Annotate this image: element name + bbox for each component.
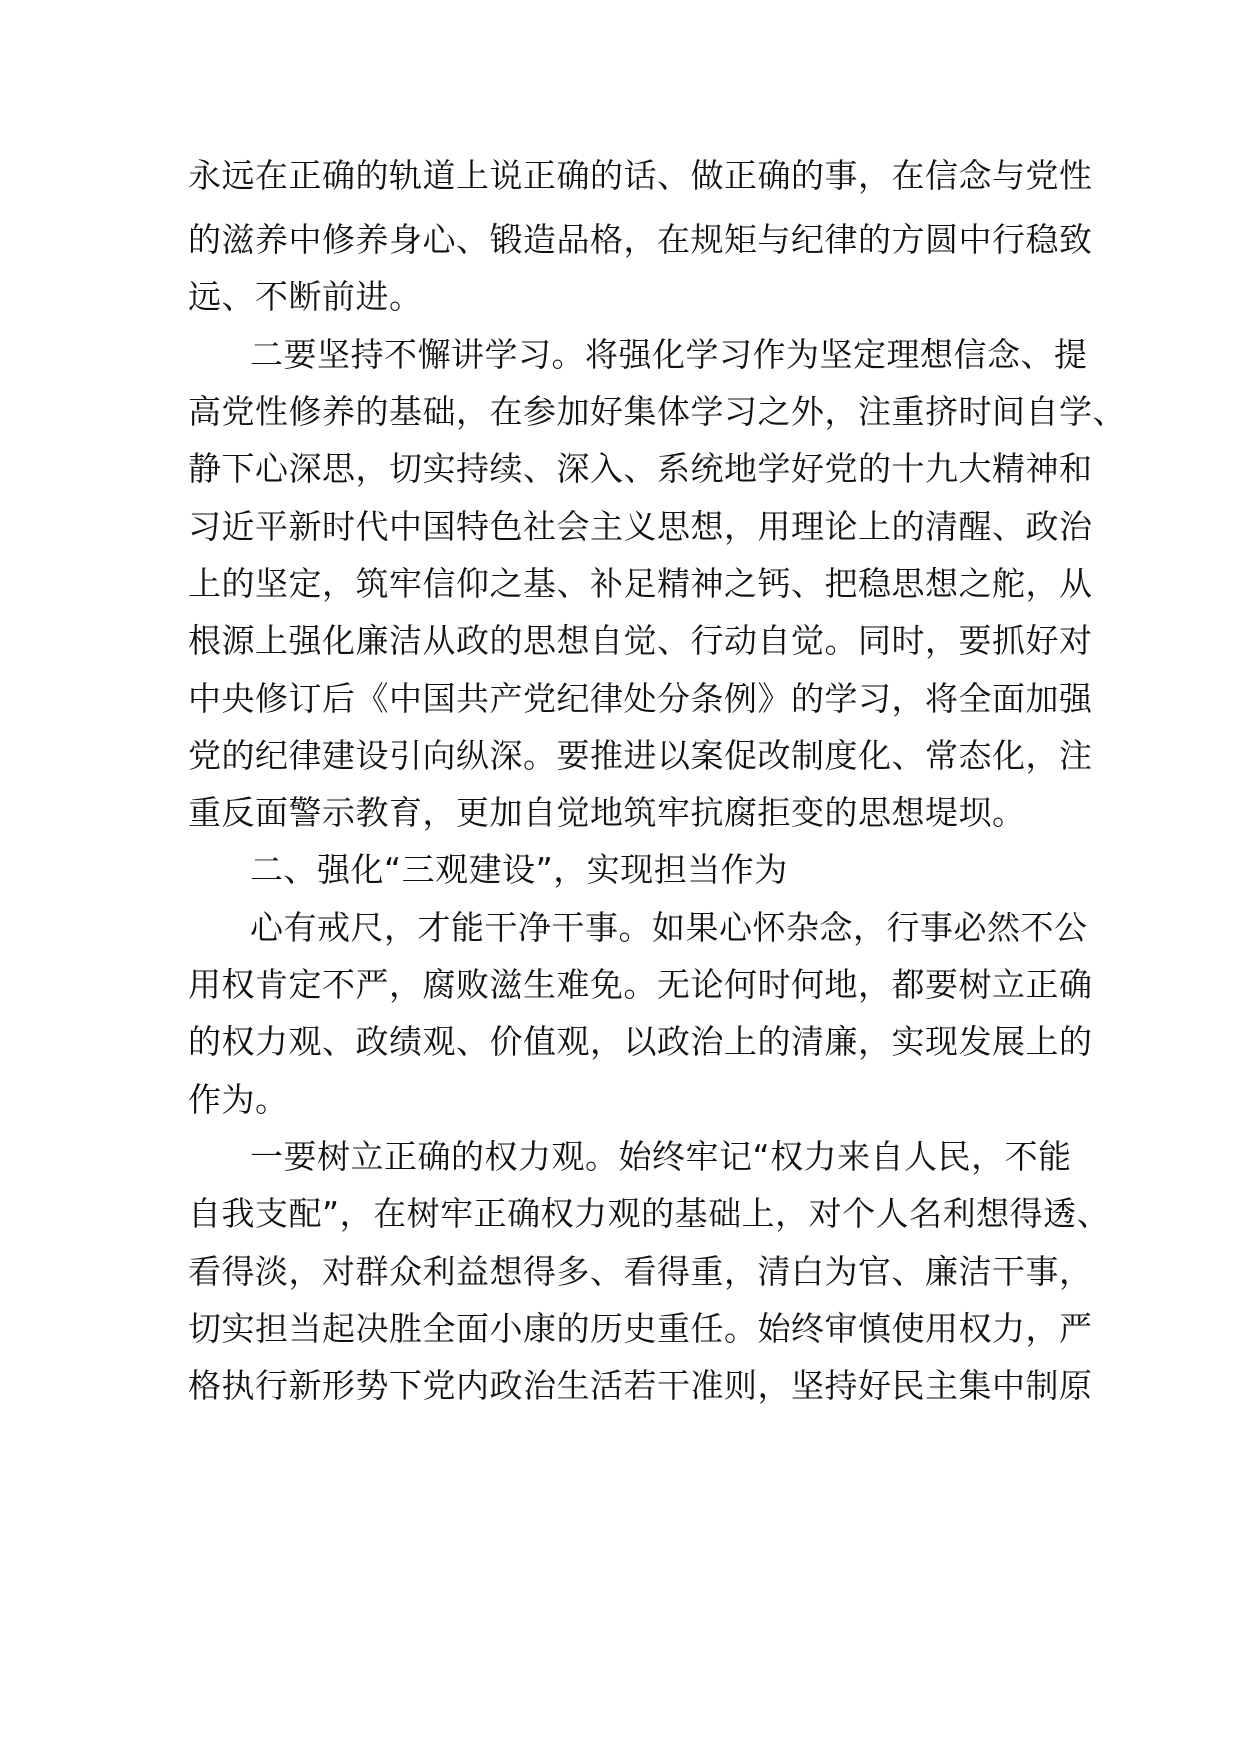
section-heading: 二、强化“三观建设”，实现担当作为 <box>250 850 788 889</box>
text-line: 格执行新形势下党内政治生活若干准则，坚持好民主集中制原 <box>188 1366 1093 1405</box>
text-line: 作为。 <box>188 1080 289 1119</box>
text-line: 用权肯定不严，腐败滋生难免。无论何时何地，都要树立正确 <box>188 965 1093 1004</box>
text-line: 习近平新时代中国特色社会主义思想，用理论上的清醒、政治 <box>188 507 1093 546</box>
text-line: 切实担当起决胜全面小康的历史重任。始终审慎使用权力，严 <box>188 1309 1093 1348</box>
text-line: 高党性修养的基础，在参加好集体学习之外，注重挤时间自学、 <box>188 392 1126 431</box>
text-line: 的权力观、政绩观、价值观，以政治上的清廉，实现发展上的 <box>188 1022 1093 1061</box>
text-line: 中央修订后《中国共产党纪律处分条例》的学习，将全面加强 <box>188 679 1093 718</box>
text-line: 看得淡，对群众利益想得多、看得重，清白为官、廉洁干事， <box>188 1252 1093 1291</box>
paragraph-start-line: 心有戒尺，才能干净干事。如果心怀杂念，行事必然不公 <box>250 908 1088 947</box>
text-line: 根源上强化廉洁从政的思想自觉、行动自觉。同时，要抓好对 <box>188 621 1093 660</box>
text-line: 远、不断前进。 <box>188 277 423 316</box>
text-line: 永远在正确的轨道上说正确的话、做正确的事，在信念与党性 <box>188 156 1093 195</box>
paragraph-start-line: 二要坚持不懈讲学习。将强化学习作为坚定理想信念、提 <box>250 335 1088 374</box>
text-line: 上的坚定，筑牢信仰之基、补足精神之钙、把稳思想之舵，从 <box>188 564 1093 603</box>
text-line: 静下心深思，切实持续、深入、系统地学好党的十九大精神和 <box>188 449 1093 488</box>
paragraph-start-line: 一要树立正确的权力观。始终牢记“权力来自人民，不能 <box>250 1137 1072 1176</box>
text-line: 自我支配”，在树牢正确权力观的基础上，对个人名利想得透、 <box>188 1194 1111 1233</box>
text-line: 的滋养中修养身心、锻造品格，在规矩与纪律的方圆中行稳致 <box>188 220 1093 259</box>
text-line: 党的纪律建设引向纵深。要推进以案促改制度化、常态化，注 <box>188 736 1093 775</box>
text-line: 重反面警示教育，更加自觉地筑牢抗腐拒变的思想堤坝。 <box>188 793 1026 832</box>
